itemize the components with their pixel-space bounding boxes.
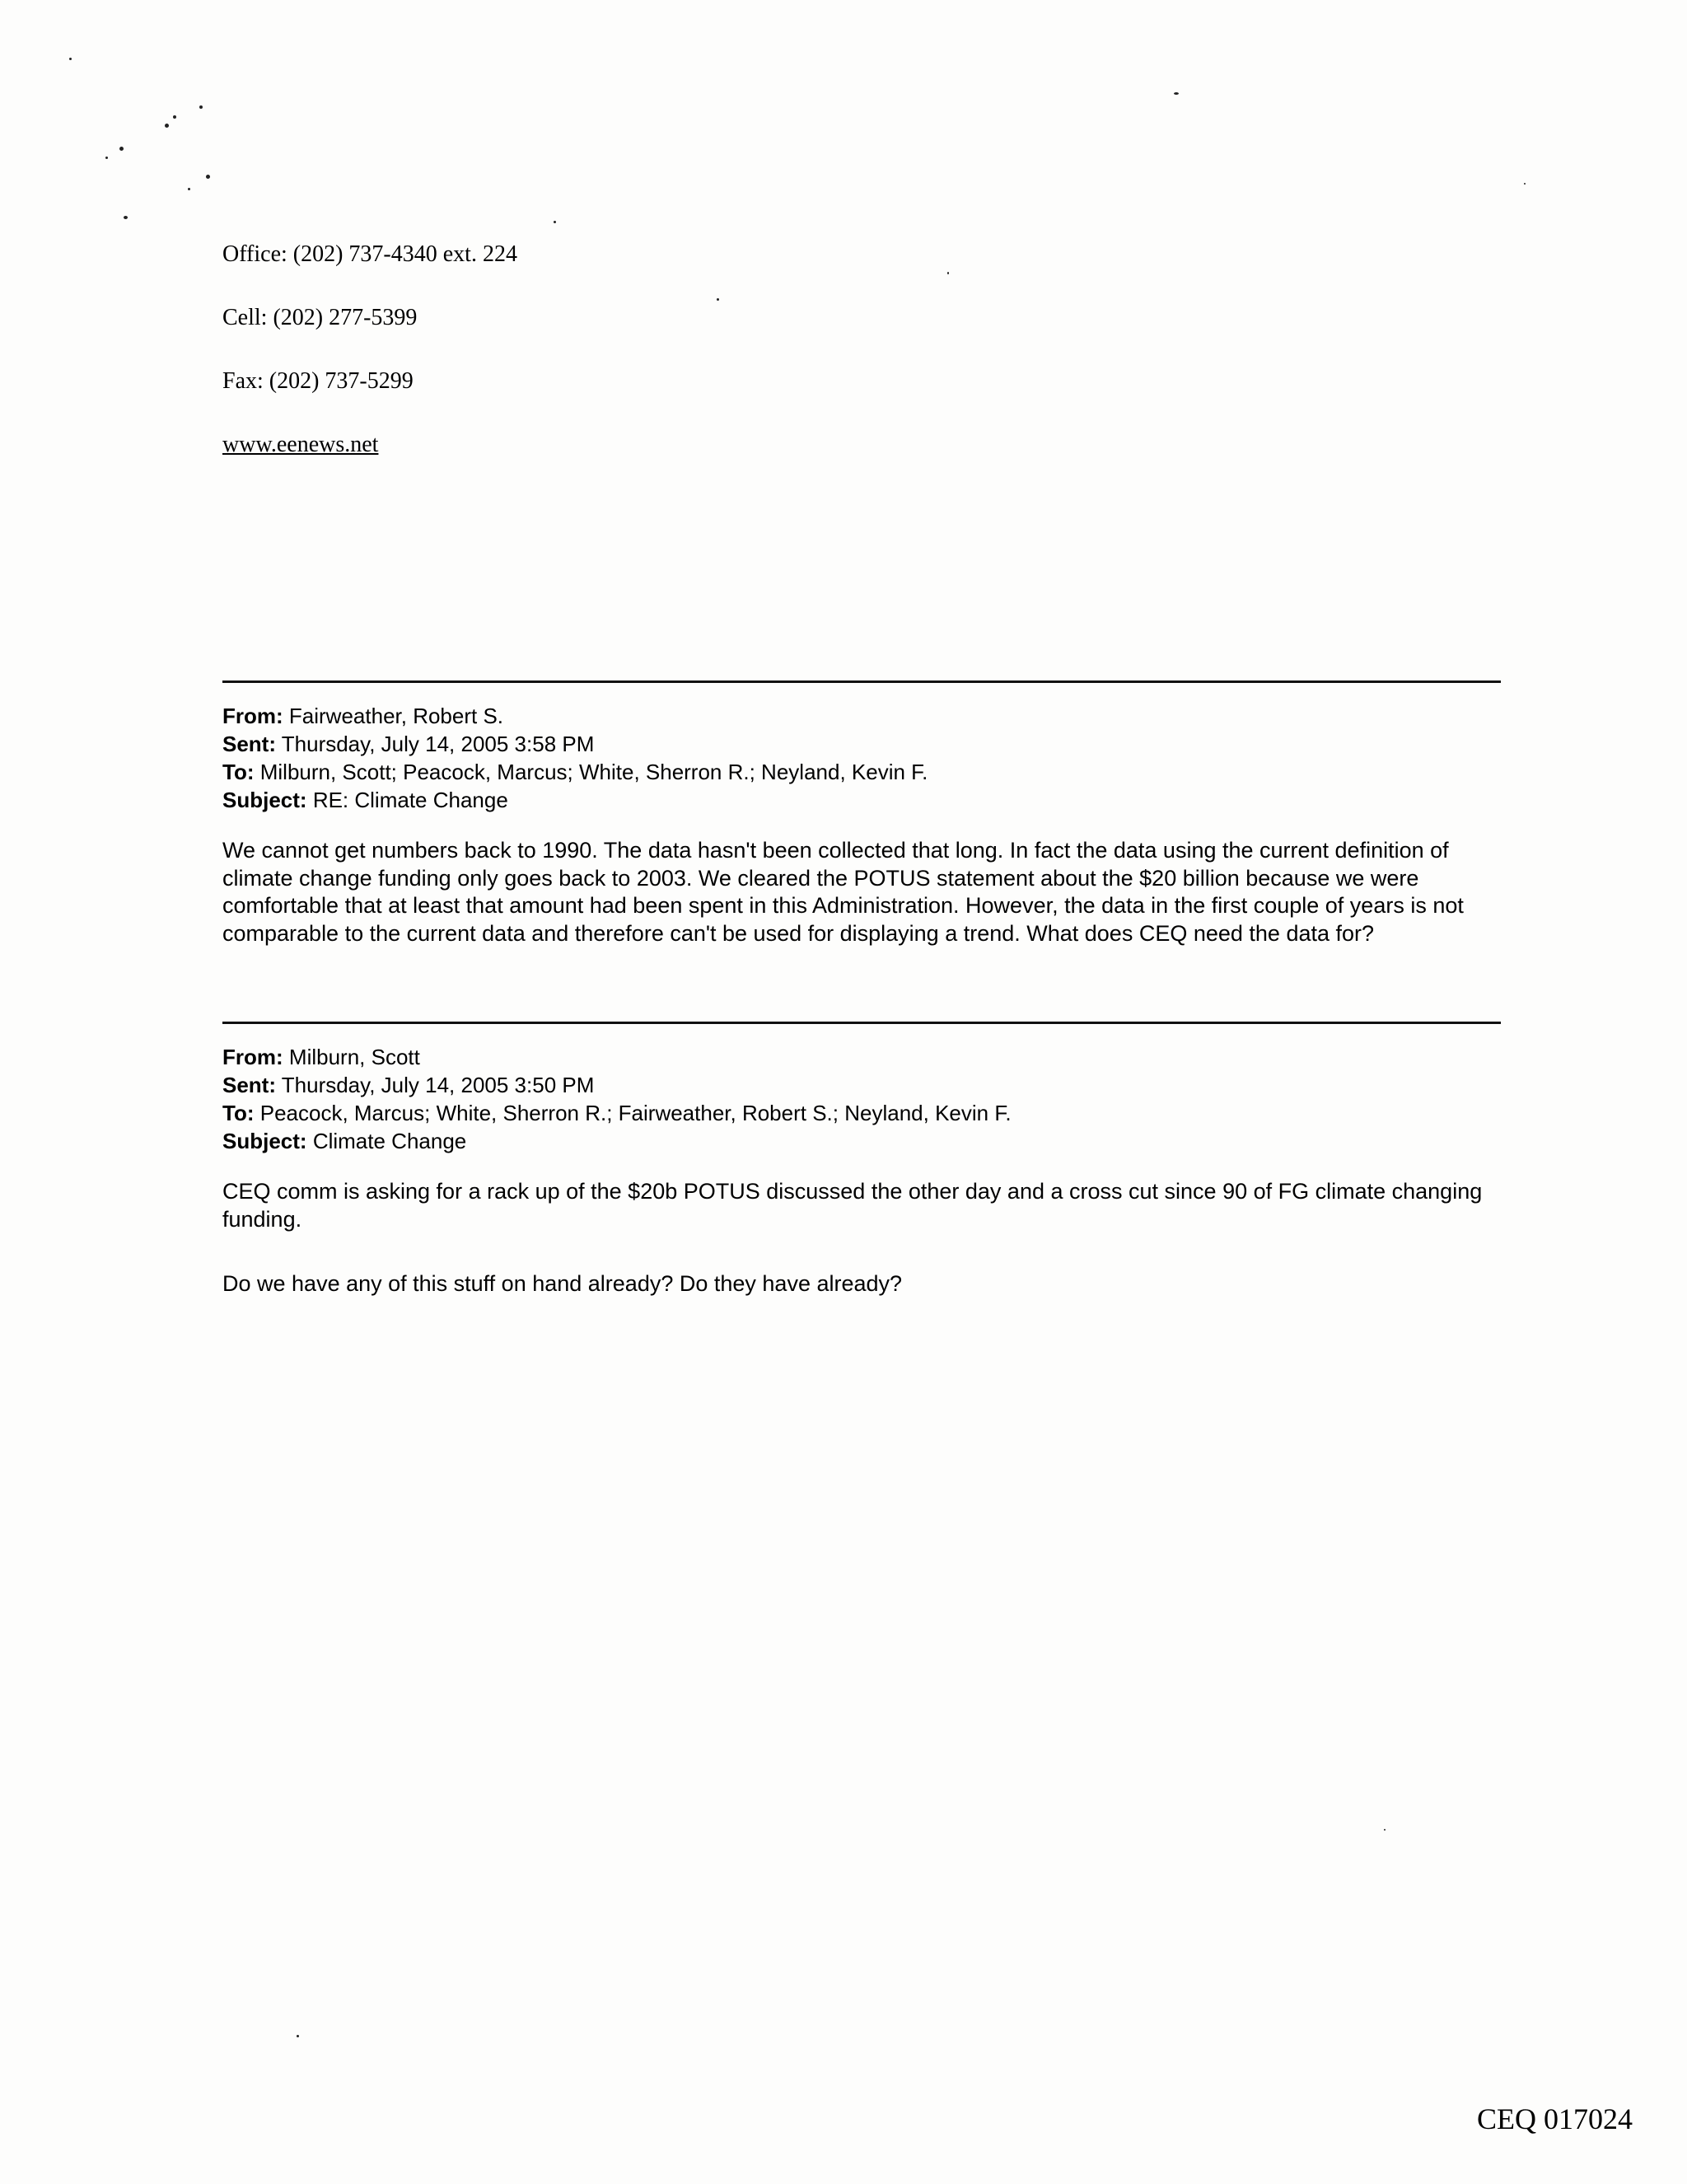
subject-value: RE: Climate Change — [312, 788, 508, 812]
from-line — [222, 702, 1507, 730]
message-divider — [222, 1022, 1501, 1024]
sent-line — [222, 730, 1507, 758]
scan-speck — [554, 221, 556, 223]
scan-speck — [1384, 1829, 1386, 1831]
scan-speck — [173, 115, 176, 119]
scan-speck — [119, 147, 124, 151]
sent-value: Thursday, July 14, 2005 3:58 PM — [281, 732, 595, 756]
scan-speck — [206, 175, 210, 179]
subject-line — [222, 786, 1507, 814]
scan-speck — [1524, 183, 1526, 185]
to-value: Milburn, Scott; Peacock, Marcus; White, Sherron R.; Neyland, Kevin F. — [259, 760, 928, 784]
from-line — [222, 1043, 1507, 1071]
to-label: To: — [222, 760, 255, 784]
sent-label: Sent: — [222, 1073, 276, 1097]
message-body: CEQ comm is asking for a rack up of the $20b POTUS discussed the other day and a cross cut since 90 of FG climate changing funding. — [222, 1179, 1483, 1232]
from-value: Milburn, Scott — [288, 1045, 420, 1069]
message-body: We cannot get numbers back to 1990. The data hasn't been collected that long. In fact the data using the current definition of climate change funding only goes back to 2003. We cleared the POTUS statement about the $20 billion because we were comfortable that at least that amount had been spent in this Administration. However, the data in the first couple of years is not comparable to the current data and therefore can't be used for displaying a trend. What does CEQ need the data for? — [222, 838, 1464, 946]
cell-phone: Cell: (202) 277-5399 — [222, 305, 418, 330]
scan-speck — [717, 298, 719, 301]
scan-speck — [165, 124, 169, 128]
from-label: From: — [222, 1045, 283, 1069]
scan-speck — [1174, 92, 1179, 95]
sent-line — [222, 1071, 1507, 1099]
to-line — [222, 1099, 1507, 1127]
scan-speck — [947, 272, 949, 274]
bates-number: CEQ 017024 — [1477, 2102, 1633, 2135]
to-line — [222, 758, 1507, 786]
website-link[interactable]: www.eenews.net — [222, 432, 379, 457]
message-header — [222, 1043, 1507, 1155]
sent-value: Thursday, July 14, 2005 3:50 PM — [281, 1073, 595, 1097]
scan-speck — [188, 188, 190, 190]
scan-speck — [69, 58, 72, 60]
scan-speck — [297, 2035, 299, 2037]
to-label: To: — [222, 1101, 255, 1125]
message-header — [222, 702, 1507, 814]
scan-speck — [199, 105, 203, 109]
message-divider — [222, 680, 1501, 683]
scan-speck — [124, 216, 128, 219]
office-phone: Office: (202) 737-4340 ext. 224 — [222, 241, 517, 267]
subject-line — [222, 1127, 1507, 1155]
from-value: Fairweather, Robert S. — [288, 704, 504, 728]
subject-value: Climate Change — [312, 1129, 467, 1153]
sent-label: Sent: — [222, 732, 276, 756]
to-value: Peacock, Marcus; White, Sherron R.; Fairweather, Robert S.; Neyland, Kevin F. — [259, 1101, 1012, 1125]
subject-label: Subject: — [222, 1129, 307, 1153]
message-body: Do we have any of this stuff on hand already? Do they have already? — [222, 1271, 903, 1296]
from-label: From: — [222, 704, 283, 728]
fax-number: Fax: (202) 737-5299 — [222, 368, 414, 394]
scan-speck — [105, 157, 108, 159]
subject-label: Subject: — [222, 788, 307, 812]
